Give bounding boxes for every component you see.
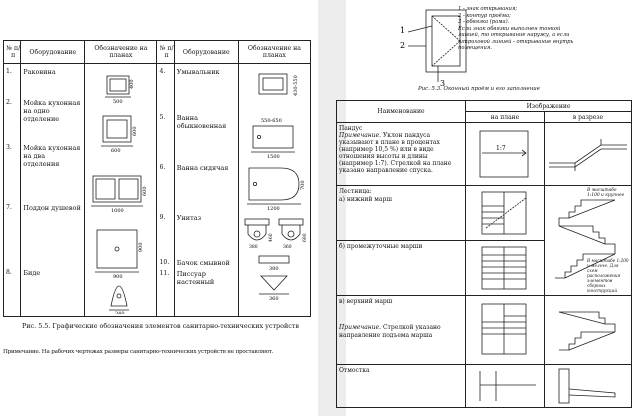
dim-sink-w: 500 [113,99,123,105]
urinal-symbol [259,276,289,302]
stairs-top-description [337,296,466,365]
left-num-column [4,64,21,317]
stairs-middle-description [337,241,466,296]
blind-area-description [337,365,466,408]
row-num-3: 3. [6,144,12,151]
stairs-middle-plan-drawing [466,241,544,293]
stairs-top-plan-drawing [466,296,544,362]
dim-toilet-2: 360 [282,245,292,250]
dim-ks2-w: 1000 [111,208,125,214]
equipment-sitz-bath: Ванна сидячая [176,164,229,172]
legend-note: Если знак обвязки выполнен тонкой линией, то открывание наружу, а если штриховой линией - открывание внутрь помещения. [458,25,574,51]
toilet-symbols [245,219,308,250]
stairs-top-plan [466,296,545,365]
table-header [4,41,311,64]
dim-cistern: 380 [268,266,279,272]
row-num-2: 2. [6,99,12,106]
stairs-top-label: в) верхний марш [339,298,393,305]
stairs-title: Лестница: [339,188,372,195]
table-header [337,101,632,112]
dim-wb: 430-550 [292,75,299,96]
legend-item-1: 1 - знак открывания; [458,6,518,12]
stairs-bottom-plan [466,186,545,241]
stairs-bottom-label: а) нижний марш [339,196,392,203]
stairs-note-text: Стрелкой указано направление подъема марша [339,324,441,339]
dim-ks1-w: 600 [111,148,121,154]
ramp-slope-label: 1:7 [496,145,506,152]
row-num-6: 6. [159,164,166,171]
equipment-bathtub: Ванна обыкновенная [176,114,227,130]
col-equipment-1: Оборудование [21,41,85,64]
bathtub-symbol [251,118,295,160]
right-page [339,0,640,416]
row-num-10: 10. [159,259,170,266]
ramp-note-label: Примечание. [339,132,382,139]
dim-bath-w: 550-650 [260,118,282,124]
row-num-7: 7. [6,204,12,211]
scale-note-1: В масштабе 1:100 и крупнее [587,188,625,198]
equipment-kitchen-sink-1: Мойка кухонная на одно отделение [23,99,81,123]
ramp-title: Пандус [339,125,363,132]
equipment-bidet: Биде [23,269,41,277]
right-name-column [174,64,238,317]
col-symbol-2: Обозначение на планах [238,41,310,64]
blind-area-section-drawing [545,365,631,405]
equipment-sink: Раковина [23,68,56,76]
col-name: Наименование [337,101,466,123]
washbasin-symbol [259,74,299,96]
dim-ks2-h: 600 [142,186,149,196]
equipment-kitchen-sink-2: Мойка кухонная на два отделения [23,144,81,168]
row-num-1: 1. [6,68,12,75]
dim-toilet-3: 460 [268,233,274,242]
left-symbol-column [85,64,157,317]
cistern-symbol [259,256,289,272]
ramp-note-text: Уклон пандуса указывают в плане в процентах (например 10,5 %) или в виде отношения высоты и длины (например 1:7). Стрелкой на плане указано направление спуска. [339,132,452,174]
equipment-washbasin: Умывальник [176,68,220,76]
dim-bidet-w: 340 [115,311,125,314]
figure-caption-5-3: Рис. 5.3. Оконный проём и его заполнение [418,86,540,92]
col-equipment-2: Оборудование [174,41,238,64]
col-num-1: № п/п [4,41,21,64]
dim-sink-h: 400 [129,79,136,89]
equipment-toilet: Унитаз [176,214,202,222]
equipment-cistern: Бачок смывной [176,259,230,267]
row-stairs-top [337,296,632,365]
sink-symbol [105,76,135,105]
stairs-top-section [545,296,632,365]
row-num-5: 5. [159,114,166,121]
left-name-column [21,64,85,317]
col-image: Изображение [466,101,632,112]
stairs-bottom-plan-drawing [466,186,544,238]
row-num-9: 9. [159,214,166,221]
dim-sitz-w: 700 [299,180,306,190]
stairs-note-label: Примечание. [339,324,382,331]
stairs-section-large [545,186,632,296]
blind-area-section [545,365,632,408]
legend-item-3: 3 - обвязка (рама). [458,19,510,25]
equipment-shower-tray: Поддон душевой [23,204,81,212]
stairs-middle-plan [466,241,545,296]
col-num-2: № п/п [157,41,174,64]
blind-area-plan-drawing [466,365,544,405]
stairs-bottom-description [337,186,466,241]
dim-sitz-l: 1200 [266,206,280,212]
col-plan: на плане [466,112,545,123]
window-figure [346,0,640,96]
stairs-ramp-table [336,100,632,408]
window-legend [458,6,578,52]
right-symbol-column [238,64,310,317]
dim-bath-l: 1500 [266,154,280,160]
dim-ks1-h: 600 [132,126,139,136]
label-1: 1 [400,26,406,35]
dim-shower-w: 900 [113,274,123,280]
legend-item-2: 2 - контур проёма; [458,12,511,19]
ramp-plan [466,123,545,186]
ramp-section [545,123,632,186]
right-num-column [157,64,174,317]
ramp-section-drawing [545,123,631,183]
bidet-symbol [109,286,129,314]
row-num-4: 4. [159,68,166,75]
figure-caption-5-5: Рис. 5.5. Графические обозначения элементов санитарно-технических устройств [22,322,299,330]
row-num-8: 8. [6,269,12,276]
kitchen-sink-single-symbol [101,116,138,154]
row-blind-area [337,365,632,408]
ramp-plan-drawing [466,123,544,183]
sanitary-symbols-table [3,40,311,317]
dim-urinal: 360 [268,296,279,302]
ramp-description [337,123,466,186]
label-2: 2 [400,41,406,50]
dim-toilet-1: 380 [248,245,258,250]
sitz-bath-symbol [247,168,306,212]
kitchen-sink-double-symbol [91,176,148,214]
col-symbol-1: Обозначение на планах [85,41,157,64]
row-ramp [337,123,632,186]
table-body-row [4,64,311,317]
blind-area-title: Отмостка [339,367,370,374]
shower-tray-symbol [95,230,144,280]
scale-note-2: В масштабе 1:200 и мельче. Для схем расположения элементов сборных конструкций [587,258,629,293]
stairs-top-section-drawing [545,296,631,362]
label-3: 3 [440,79,446,88]
dim-toilet-4: 690 [302,233,308,242]
figure-note: Примечание. На рабочих чертежах размеры санитарно-технических устройств не проставляют. [3,349,274,355]
blind-area-plan [466,365,545,408]
row-num-11: 11. [159,270,170,277]
right-symbols-drawing [239,64,309,314]
dim-shower-h: 900 [138,242,145,252]
left-symbols-drawing [85,64,155,314]
equipment-urinal: Писсуар настенный [176,270,215,286]
row-stairs-bottom [337,186,632,241]
stairs-middle-label: б) промежуточные марши [339,243,423,250]
left-page [0,0,318,416]
col-section: в разрезе [545,112,632,123]
